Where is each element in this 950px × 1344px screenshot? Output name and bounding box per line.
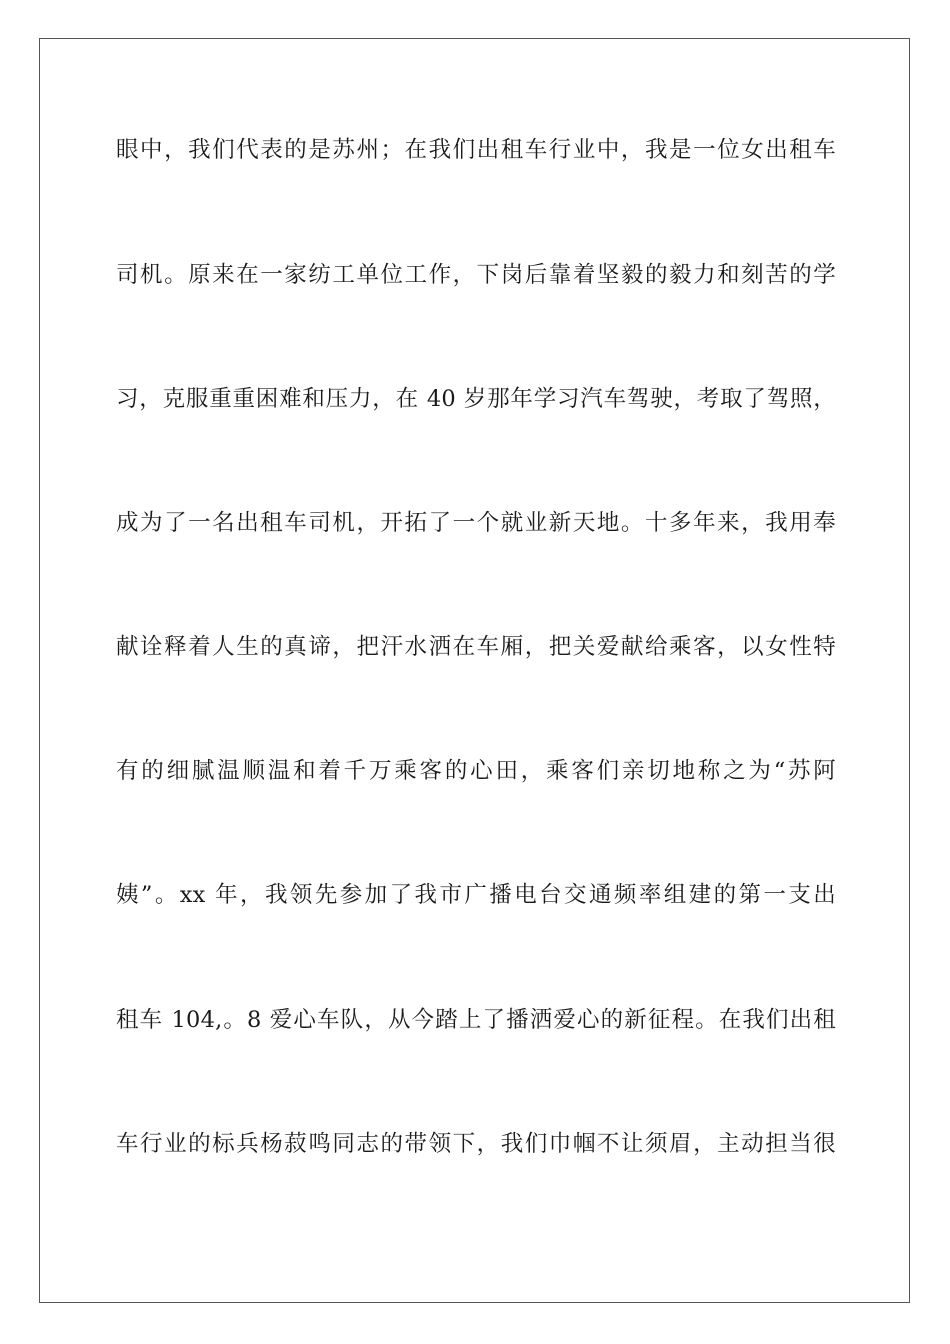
text-line-1: 眼中，我们代表的是苏州；在我们出租车行业中，我是一位女出租车	[116, 137, 836, 163]
text-line-4: 成为了一名出租车司机，开拓了一个就业新天地。十多年来，我用奉	[116, 510, 836, 536]
text-line-7: 姨”。xx 年，我领先参加了我市广播电台交通频率组建的第一支出	[116, 882, 836, 908]
text-line-6: 有的细腻温顺温和着千万乘客的心田，乘客们亲切地称之为“苏阿	[116, 758, 836, 784]
text-line-8: 租车 104,。8 爱心车队，从今踏上了播洒爱心的新征程。在我们出租	[116, 1007, 836, 1033]
text-line-3: 习，克服重重困难和压力，在 40 岁那年学习汽车驾驶，考取了驾照，	[116, 386, 836, 412]
page-border	[39, 38, 910, 1303]
text-line-9: 车行业的标兵杨菽鸣同志的带领下，我们巾帼不让须眉，主动担当很	[116, 1131, 836, 1157]
text-line-2: 司机。原来在一家纺工单位工作，下岗后靠着坚毅的毅力和刻苦的学	[116, 262, 836, 288]
text-line-5: 献诠释着人生的真谛，把汗水洒在车厢，把关爱献给乘客，以女性特	[116, 634, 836, 660]
